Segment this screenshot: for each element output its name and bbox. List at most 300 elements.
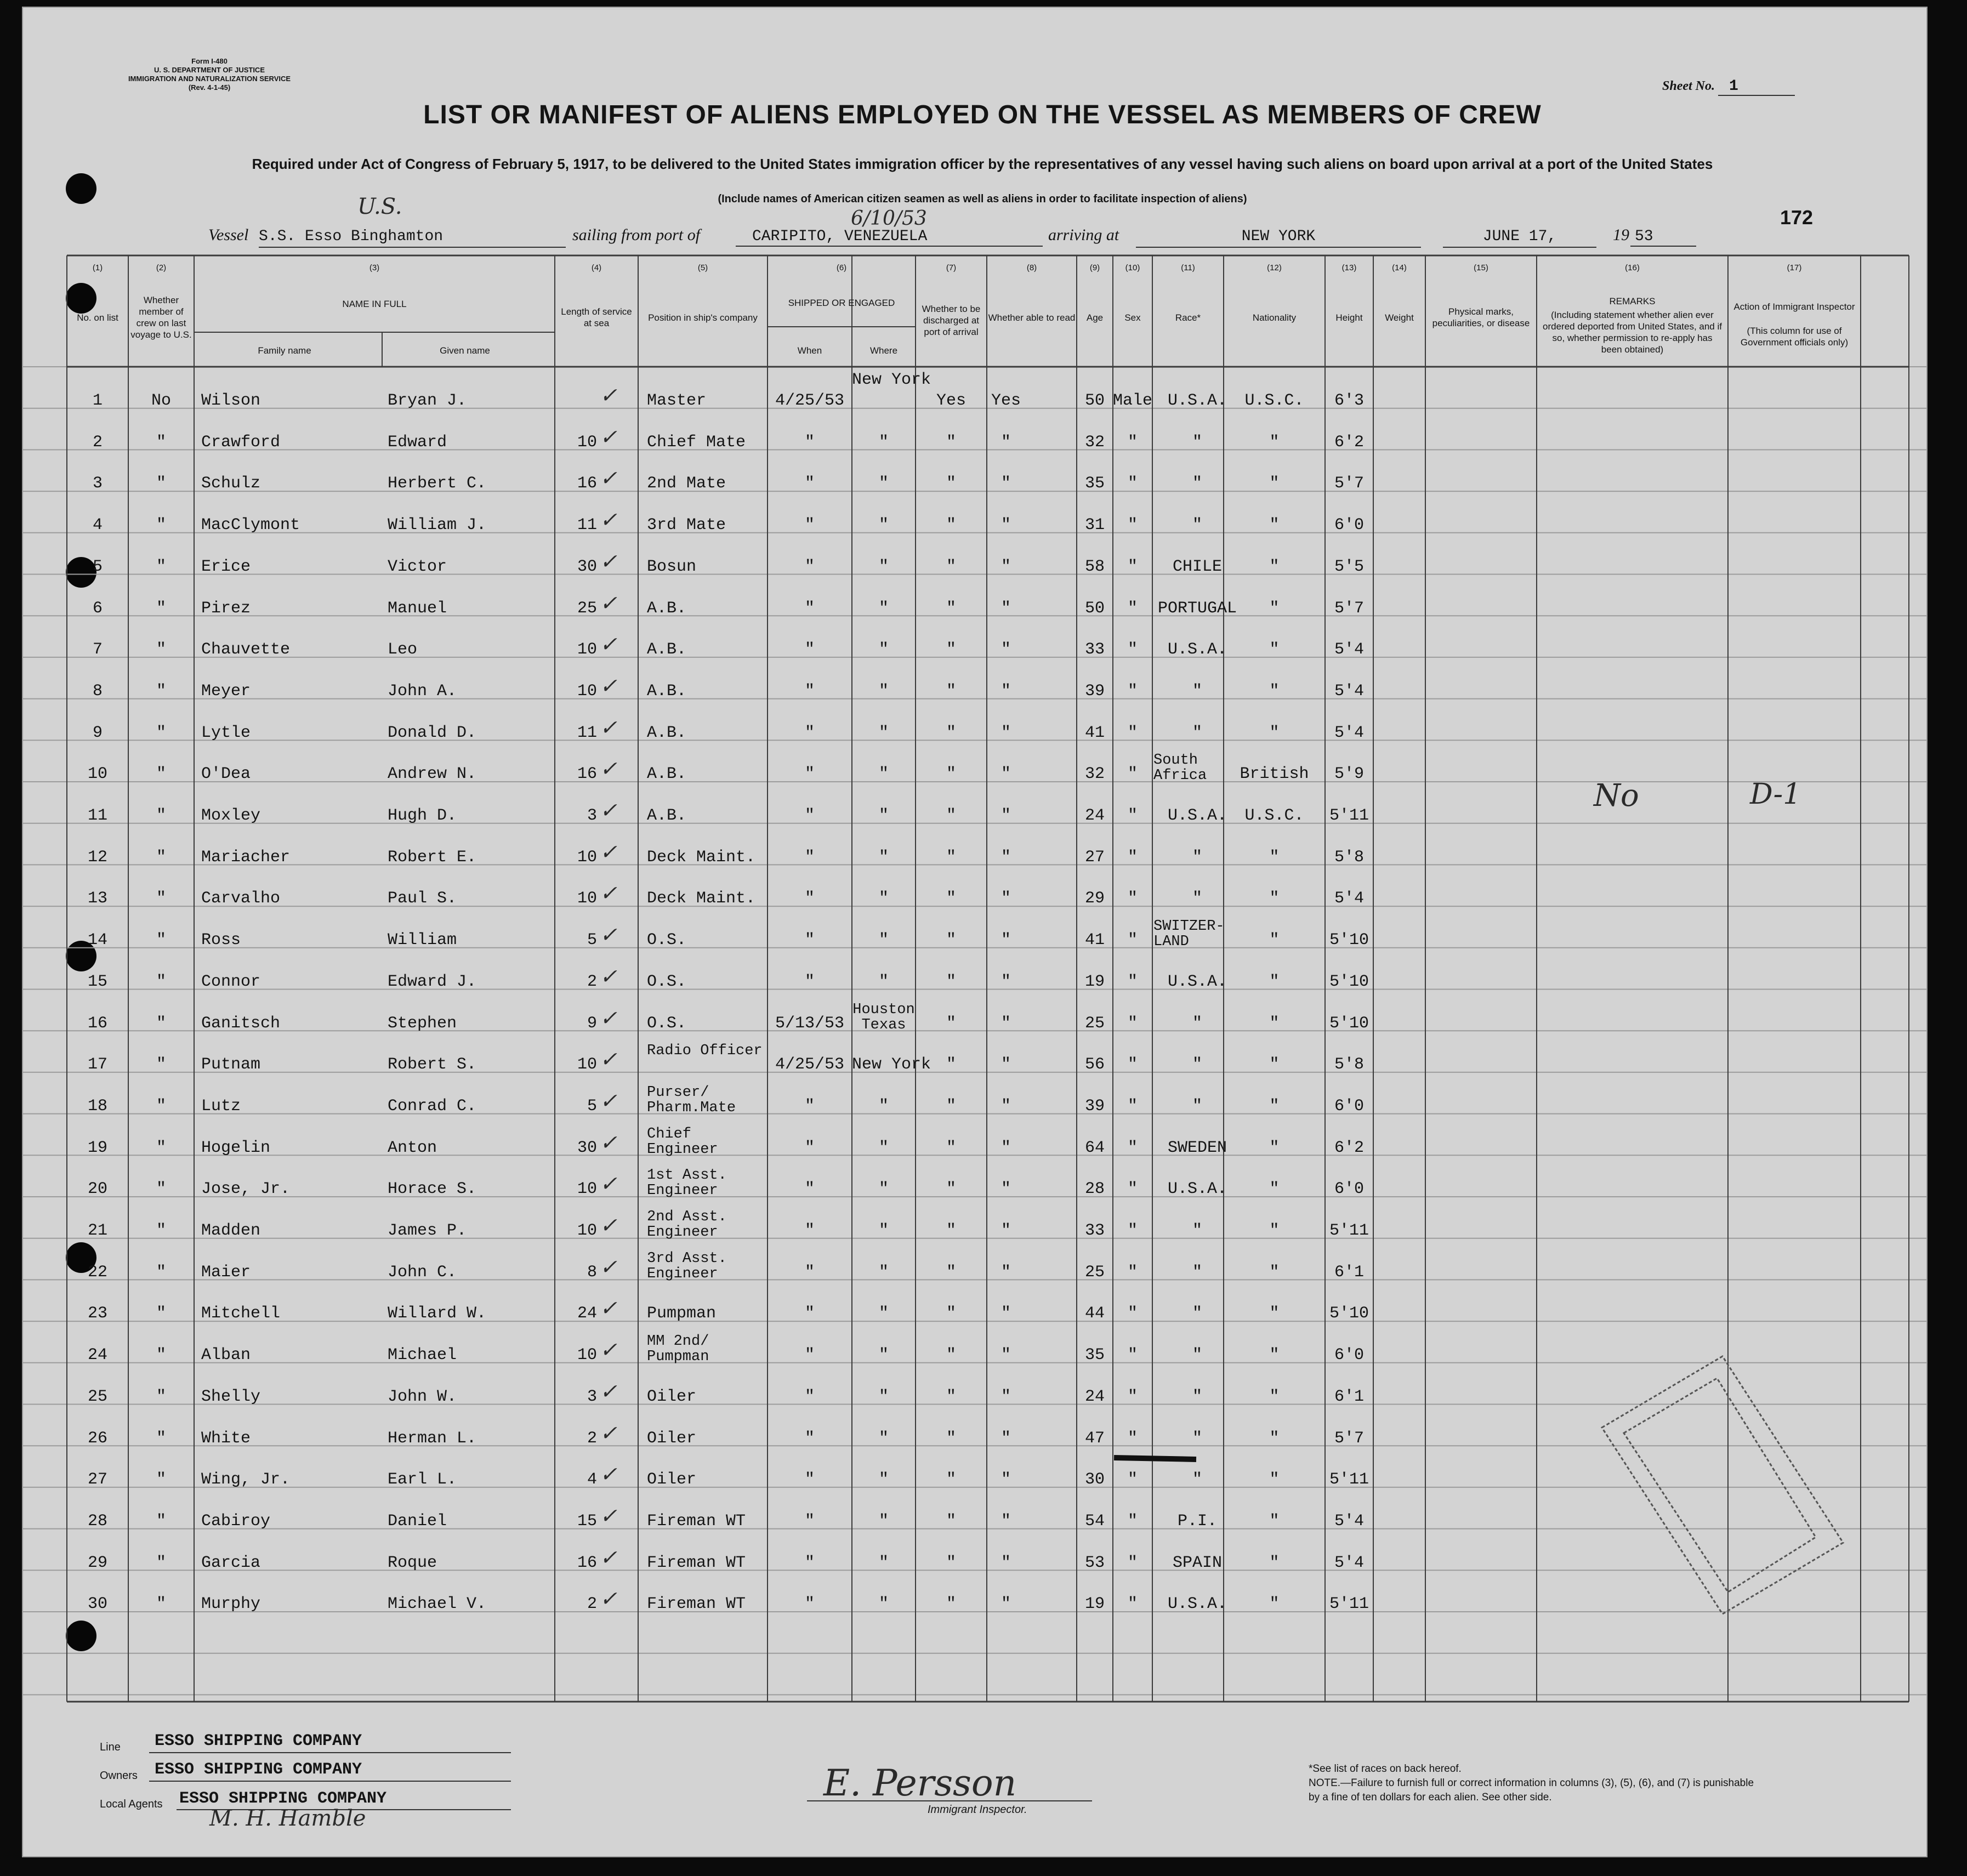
position: O.S. [647,931,687,950]
sex: " [1127,640,1138,660]
shipped-where: " [878,1553,889,1572]
age: 24 [1084,806,1105,825]
service-years: 25 [577,599,597,618]
position: 1st Asst. Engineer [647,1167,727,1199]
family-name: Schulz [201,474,261,493]
sex: " [1127,1470,1138,1490]
shipped-where: " [878,1304,889,1323]
shipped-where: " [878,806,889,825]
shipped-when: " [804,1263,815,1282]
check-mark: ✓ [600,468,617,492]
shipped-when: " [804,848,815,867]
shipped-when: " [804,599,815,618]
shipped-where: " [878,1595,889,1614]
age: 35 [1084,474,1105,493]
given-name: Bryan J. [388,391,467,410]
prev-voyage: " [156,765,166,784]
sex: " [1127,474,1138,493]
family-name: O'Dea [201,765,251,784]
discharged: " [946,640,956,660]
family-name: Lutz [201,1096,241,1116]
discharged: " [946,474,956,493]
able-to-read: " [1000,1180,1011,1199]
prev-voyage: " [156,516,166,535]
sex: " [1127,972,1138,991]
able-to-read: " [1000,889,1011,908]
sex: " [1127,516,1138,535]
discharged: " [946,433,956,452]
service-years: 10 [577,433,597,452]
check-mark: ✓ [600,1547,617,1571]
prev-voyage: " [156,1595,166,1614]
col-num-8: (8) [1026,263,1037,272]
race: U.S.A. [1167,1595,1227,1614]
row-number: 5 [92,557,103,576]
shipped-where: " [878,640,889,660]
sex: " [1127,1263,1138,1282]
position: Deck Maint. [647,889,756,908]
given-name: Roque [388,1553,437,1572]
prev-voyage: " [156,433,166,452]
col-num-12: (12) [1267,263,1282,272]
nationality: " [1269,516,1280,535]
nationality: " [1269,474,1280,493]
nationality: U.S.C. [1244,806,1304,825]
nationality: " [1269,1221,1280,1240]
position: Chief Engineer [647,1125,718,1158]
service-years: 30 [577,1138,597,1157]
nationality: " [1269,1387,1280,1406]
check-mark: ✓ [600,883,617,907]
able-to-read: " [1000,848,1011,867]
service-years: 10 [577,681,597,701]
sex: " [1127,599,1138,618]
check-mark: ✓ [600,842,617,866]
shipped-where: " [878,516,889,535]
given-name: Stephen [388,1014,457,1033]
row-number: 9 [92,723,103,742]
prev-voyage: " [156,848,166,867]
able-to-read: " [1000,1014,1011,1033]
given-name: Michael [388,1346,457,1365]
check-mark: ✓ [600,1132,617,1156]
row-number: 18 [87,1096,107,1116]
race: U.S.A. [1167,391,1227,410]
age: 19 [1084,1595,1105,1614]
service-years: 30 [577,557,597,576]
sex: " [1127,557,1138,576]
check-mark: ✓ [600,1090,617,1115]
sex: Male [1113,391,1153,410]
shipped-where: " [878,723,889,742]
discharged: " [946,1221,956,1240]
check-mark: ✓ [600,1589,617,1613]
able-to-read: " [1000,433,1011,452]
discharged: " [946,1055,956,1075]
height: 5'9 [1334,765,1364,784]
row-number: 6 [92,599,103,618]
revision: (Rev. 4-1-45) [188,83,231,92]
nationality: " [1269,433,1280,452]
position: Pumpman [647,1304,717,1323]
col-num-13: (13) [1341,263,1357,272]
able-to-read: " [1000,681,1011,701]
able-to-read: " [1000,640,1011,660]
race: CHILE [1172,557,1222,576]
check-mark: ✓ [600,925,617,949]
discharged: " [946,681,956,701]
family-name: Hogelin [201,1138,271,1157]
race: " [1192,474,1202,493]
sex: " [1127,1429,1138,1448]
height: 6'2 [1334,433,1364,452]
inspector-label: Immigrant Inspector. [928,1804,1027,1816]
able-to-read: " [1000,516,1011,535]
col-family-name: Family name [258,345,311,356]
family-name: Putnam [201,1055,261,1075]
given-name: Herman L. [388,1429,477,1448]
check-mark: ✓ [600,717,617,741]
service-years: 10 [577,1055,597,1075]
age: 35 [1084,1346,1105,1365]
col-physical: Physical marks, peculiarities, or disease [1432,306,1530,328]
age: 53 [1084,1553,1105,1572]
shipped-where: " [878,599,889,618]
vessel-name: S.S. Esso Binghamton [259,228,566,248]
shipped-when: " [804,889,815,908]
shipped-when: 4/25/53 [775,1055,845,1075]
sex: " [1127,1304,1138,1323]
nationality: " [1269,1595,1280,1614]
shipped-where: New York [852,371,931,389]
discharged: " [946,848,956,867]
discharged: " [946,1180,956,1199]
check-mark: ✓ [600,966,617,990]
col-age: Age [1086,312,1104,323]
sex: " [1127,931,1138,950]
race: U.S.A. [1167,1180,1227,1199]
race: South Africa [1153,752,1207,784]
given-name: Edward J. [388,972,477,991]
height: 5'4 [1334,889,1364,908]
given-name: Robert S. [388,1055,477,1075]
position: A.B. [647,806,687,825]
prev-voyage: " [156,806,166,825]
height: 5'10 [1329,1014,1369,1033]
prev-voyage: " [156,599,166,618]
sex: " [1127,1595,1138,1614]
col-when: When [797,345,822,356]
height: 6'0 [1334,1346,1364,1365]
height: 5'4 [1334,1511,1364,1531]
family-name: Murphy [201,1595,261,1614]
age: 50 [1084,391,1105,410]
prev-voyage: " [156,640,166,660]
race: U.S.A. [1167,640,1227,660]
given-name: Paul S. [388,889,457,908]
able-to-read: " [1000,1304,1011,1323]
shipped-where: " [878,1263,889,1282]
age: 28 [1084,1180,1105,1199]
row-number: 25 [87,1387,107,1406]
agents-label: Local Agents [100,1798,163,1810]
col-sex: Sex [1124,312,1141,323]
height: 5'7 [1334,599,1364,618]
service-years: 10 [577,640,597,660]
shipped-where: " [878,1096,889,1116]
family-name: Alban [201,1346,251,1365]
line-rule [149,1752,511,1753]
height: 6'0 [1334,516,1364,535]
shipped-when: " [804,516,815,535]
age: 50 [1084,599,1105,618]
position: Chief Mate [647,433,746,452]
row-number: 4 [92,516,103,535]
vessel-note: U.S. [357,194,402,219]
height: 5'10 [1329,972,1369,991]
height: 5'4 [1334,640,1364,660]
prev-voyage: " [156,723,166,742]
given-name: John C. [388,1263,457,1282]
shipped-when: " [804,1221,815,1240]
col-shipped: SHIPPED OR ENGAGED [788,297,895,308]
row-number: 28 [87,1511,107,1531]
service-years: 2 [587,1595,597,1614]
age: 41 [1084,931,1105,950]
family-name: MacClymont [201,516,300,535]
prev-voyage: " [156,1470,166,1490]
row-number: 19 [87,1138,107,1157]
service-years: 16 [577,765,597,784]
col-prev-voyage: Whether member of crew on last voyage to U.S. [130,295,192,340]
position: A.B. [647,640,687,660]
row-number: 20 [87,1180,107,1199]
shipped-where: " [878,1180,889,1199]
position: Radio Officer [647,1043,763,1060]
col-num-10: (10) [1125,263,1140,272]
discharged: " [946,1096,956,1116]
sex: " [1127,723,1138,742]
given-name: William J. [388,516,487,535]
shipped-where: " [878,1221,889,1240]
discharged: " [946,972,956,991]
position: Oiler [647,1470,697,1490]
age: 25 [1084,1263,1105,1282]
manifest-sheet [22,7,1928,1857]
prev-voyage: " [156,1429,166,1448]
age: 32 [1084,433,1105,452]
sex: " [1127,1014,1138,1033]
family-name: Pirez [201,599,251,618]
age: 33 [1084,640,1105,660]
nationality: " [1269,599,1280,618]
nationality: " [1269,972,1280,991]
position: A.B. [647,599,687,618]
family-name: Cabiroy [201,1511,271,1531]
position: Purser/ Pharm.Mate [647,1084,736,1116]
arrival-year: 53 [1630,228,1696,247]
check-mark: ✓ [600,1464,617,1488]
position: 3rd Asst. Engineer [647,1250,727,1282]
discharged: " [946,516,956,535]
height: 5'7 [1334,474,1364,493]
able-to-read: " [1000,931,1011,950]
shipped-where: " [878,1470,889,1490]
arrival-port: NEW YORK [1136,228,1421,248]
prev-voyage: " [156,931,166,950]
nationality: " [1269,1553,1280,1572]
height: 5'8 [1334,1055,1364,1075]
shipped-when: 5/13/53 [775,1014,845,1033]
age: 64 [1084,1138,1105,1157]
race: " [1192,723,1202,742]
family-name: Mitchell [201,1304,281,1323]
row-number: 27 [87,1470,107,1490]
service-years: 10 [577,1221,597,1240]
row-number: 26 [87,1429,107,1448]
shipped-when: " [804,1304,815,1323]
age: 29 [1084,889,1105,908]
given-name: William [388,931,457,950]
check-mark: ✓ [600,1174,617,1198]
height: 6'0 [1334,1180,1364,1199]
col-race: Race* [1175,312,1201,323]
check-mark: ✓ [600,634,617,658]
col-num-7: (7) [946,263,957,272]
page-subtitle: Required under Act of Congress of February 5, 1917, to be delivered to the United States immigration officer by the representatives of any vessel having such aliens on board upon arrival at a port of the United States [252,156,1713,172]
given-name: Donald D. [388,723,477,742]
shipped-when: " [804,931,815,950]
nationality: " [1269,681,1280,701]
shipped-where: New York [852,1055,931,1075]
height: 5'11 [1329,1470,1369,1490]
given-name: Horace S. [388,1180,477,1199]
col-num-1: (1) [92,263,103,272]
able-to-read: " [1000,1429,1011,1448]
service-years: 10 [577,889,597,908]
family-name: Shelly [201,1387,261,1406]
given-name: Manuel [388,599,447,618]
service-years: 16 [577,474,597,493]
age: 33 [1084,1221,1105,1240]
shipped-when: " [804,765,815,784]
check-mark: ✓ [600,385,617,409]
shipped-when: " [804,1346,815,1365]
nationality: " [1269,1429,1280,1448]
check-mark: ✓ [600,1381,617,1405]
age: 44 [1084,1304,1105,1323]
height: 5'4 [1334,681,1364,701]
discharged: " [946,1014,956,1033]
shipped-when: " [804,723,815,742]
shipped-when: " [804,474,815,493]
height: 6'3 [1334,391,1364,410]
discharged: " [946,1138,956,1157]
check-mark: ✓ [600,551,617,575]
able-to-read: " [1000,599,1011,618]
race: U.S.A. [1167,972,1227,991]
discharged: " [946,765,956,784]
age: 54 [1084,1511,1105,1531]
height: 6'1 [1334,1387,1364,1406]
race: " [1192,516,1202,535]
position: O.S. [647,1014,687,1033]
position: A.B. [647,723,687,742]
race: SWEDEN [1167,1138,1227,1157]
able-to-read: " [1000,1387,1011,1406]
service-years: 8 [587,1263,597,1282]
age: 25 [1084,1014,1105,1033]
check-mark: ✓ [600,1298,617,1322]
able-to-read: " [1000,1263,1011,1282]
height: 5'11 [1329,1595,1369,1614]
service-years: 16 [577,1553,597,1572]
shipped-where: " [878,1346,889,1365]
age: 24 [1084,1387,1105,1406]
col-remarks-note: (Including statement whether alien ever ordered deported from United States, and if so, whether permission to re-apply has been obtained) [1543,310,1722,355]
row-number: 11 [87,806,107,825]
age: 32 [1084,765,1105,784]
race: " [1192,1304,1202,1323]
family-name: Erice [201,557,251,576]
prev-voyage: " [156,1387,166,1406]
shipped-when: " [804,557,815,576]
col-num-5: (5) [697,263,708,272]
height: 5'10 [1329,931,1369,950]
prev-voyage: " [156,1346,166,1365]
sheet-value: 1 [1718,78,1795,96]
nationality: " [1269,557,1280,576]
discharged: " [946,1553,956,1572]
given-name: Edward [388,433,447,452]
able-to-read: " [1000,1055,1011,1075]
height: 5'11 [1329,806,1369,825]
race: " [1192,681,1202,701]
check-mark: ✓ [600,800,617,824]
discharged: " [946,806,956,825]
service-years: 5 [587,931,597,950]
prev-voyage: " [156,1511,166,1531]
position: Master [647,391,707,410]
nationality: British [1240,765,1309,784]
line-value: ESSO SHIPPING COMPANY [155,1732,362,1750]
arrival-date: JUNE 17, [1443,228,1596,248]
able-to-read: " [1000,765,1011,784]
races-note: *See list of races on back hereof. [1309,1763,1462,1775]
position: Oiler [647,1387,697,1406]
owners-value: ESSO SHIPPING COMPANY [155,1760,362,1779]
age: 27 [1084,848,1105,867]
service-years: 3 [587,806,597,825]
able-to-read: " [1000,1595,1011,1614]
sheet-label: Sheet No. [1662,79,1715,93]
prev-voyage: " [156,474,166,493]
nationality: " [1269,1055,1280,1075]
col-discharged: Whether to be discharged at port of arrival [922,303,981,337]
check-mark: ✓ [600,675,617,700]
discharged: " [946,557,956,576]
prev-voyage: " [156,1014,166,1033]
year-prefix: 19 [1613,226,1629,244]
race: " [1192,1387,1202,1406]
discharged: " [946,599,956,618]
discharged: " [946,1595,956,1614]
race: " [1192,848,1202,867]
sex: " [1127,1387,1138,1406]
able-to-read: " [1000,1096,1011,1116]
prev-voyage: " [156,1304,166,1323]
shipped-when: " [804,1511,815,1531]
